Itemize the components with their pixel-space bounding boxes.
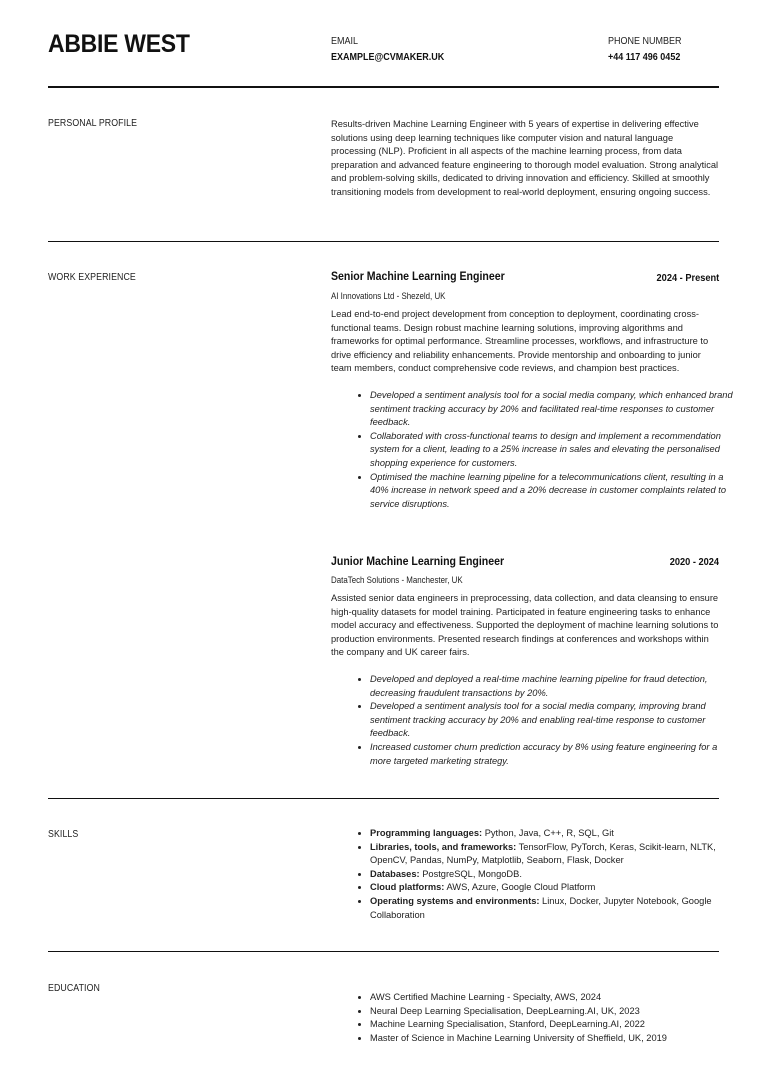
skill-value: PostgreSQL, MongoDB. xyxy=(419,868,522,879)
job-achievements xyxy=(352,673,740,768)
profile-divider xyxy=(48,241,719,242)
job-title: Junior Machine Learning Engineer xyxy=(331,554,505,568)
skill-item xyxy=(370,868,740,882)
education-item: • Neural Deep Learning Specialisation, DeepLearning.AI, UK, 2023 xyxy=(370,1005,740,1019)
job-company: DataTech Solutions - Manchester, UK xyxy=(331,575,463,585)
phone-block xyxy=(608,34,690,66)
experience-divider xyxy=(48,798,719,799)
email-value[interactable]: EXAMPLE@CVMAKER.UK xyxy=(331,52,445,63)
achievement-item: • Collaborated with cross-functional teams to design and implement a recommendation system for a client, leading to a 25% increase in sales and elevating the personalised shopping experience for customers. xyxy=(370,430,740,471)
job-achievements xyxy=(352,389,740,511)
skill-value: Python, Java, C++, R, SQL, Git xyxy=(482,828,614,838)
skill-value: AWS, Azure, Google Cloud Platform xyxy=(444,882,596,893)
experience-section-label: WORK EXPERIENCE xyxy=(48,272,136,283)
skills-section-label: SKILLS xyxy=(48,829,79,840)
skill-name: Operating systems and environments: xyxy=(370,895,540,906)
email-block xyxy=(331,34,457,66)
phone-value[interactable]: +44 117 496 0452 xyxy=(608,52,681,63)
skills-divider xyxy=(48,951,719,952)
skill-name: Databases: xyxy=(370,868,420,879)
achievement-item: • Developed and deployed a real-time machine learning pipeline for fraud detection, decreasing fraudulent transactions by 20%. xyxy=(370,673,740,700)
skill-item xyxy=(370,881,740,895)
skill-value: Linux, Docker, Jupyter Notebook, Google Collaboration xyxy=(370,895,712,920)
skill-item xyxy=(370,841,740,868)
education-item: • AWS Certified Machine Learning - Specialty, AWS, 2024 xyxy=(370,991,740,1005)
achievement-item: • Increased customer churn prediction accuracy by 8% using feature engineering for a more targeted marketing strategy. xyxy=(370,741,740,768)
phone-label: PHONE NUMBER xyxy=(608,36,682,47)
job-description: Lead end-to-end project development from conception to deployment, coordinating cross-functional teams. Design robust machine learning solutions, improving algorithms and frameworks for optimal performance. Streamline processes, workflows, and infrastructure to drive efficiency and reliability enhancements. Provide mentorship and onboarding to junior team members, conduct comprehensive code reviews, and champion best practices. xyxy=(331,309,709,374)
skill-item xyxy=(370,827,740,841)
header-divider xyxy=(48,86,719,88)
profile-section-label: PERSONAL PROFILE xyxy=(48,118,138,129)
resume-header xyxy=(48,28,719,87)
job-dates: 2020 - 2024 xyxy=(669,556,719,568)
job-title: Senior Machine Learning Engineer xyxy=(331,269,505,283)
job-company: AI Innovations Ltd - Shezeld, UK xyxy=(331,291,446,301)
skill-value: TensorFlow, PyTorch, Keras, Scikit-learn, NLTK, OpenCV, Pandas, NumPy, Matplotlib, Seaborn, Flask, Docker xyxy=(370,841,716,866)
education-item: • Machine Learning Specialisation, Stanford, DeepLearning.AI, 2022 xyxy=(370,1018,740,1032)
skill-item xyxy=(370,895,740,922)
education-item: • Master of Science in Machine Learning University of Sheffield, UK, 2019 xyxy=(370,1032,740,1046)
education-section-label: EDUCATION xyxy=(48,983,100,994)
achievement-item: • Developed a sentiment analysis tool for a social media company, improving brand sentiment tracking accuracy by 20% and enabling real-time response to customer feedback. xyxy=(370,700,740,741)
profile-text: Results-driven Machine Learning Engineer with 5 years of expertise in delivering effective solutions using deep learning techniques like computer vision and natural language processing (NLP). Proficient in all aspects of the machine learning process, from data preparation and advanced feature engineering to thorough model evaluation. Strong analytical and problem-solving skills, dedicated to driving innovation and efficiency. Skilled at smoothly transitioning models from development to real-world deployment, ensuring ongoing success. xyxy=(331,119,719,197)
achievement-item: • Optimised the machine learning pipeline for a telecommunications client, resulting in a 40% increase in network speed and a 20% decrease in customer complaints related to service disruptions. xyxy=(370,471,740,512)
job-description: Assisted senior data engineers in preprocessing, data collection, and data cleansing to ensure high-quality datasets for model training. Participated in feature engineering tasks to enhance model accuracy and effectiveness. Supported the deployment of machine learning solutions to production environments. Presented research findings at conferences and workshops within the company and UK career fairs. xyxy=(331,593,719,658)
email-label: EMAIL xyxy=(331,36,359,47)
skill-name: Programming languages: xyxy=(370,828,483,838)
job-dates: 2024 - Present xyxy=(656,272,719,284)
skill-name: Libraries, tools, and frameworks: xyxy=(370,841,517,852)
skill-name: Cloud platforms: xyxy=(370,882,445,893)
candidate-name: ABBIE WEST xyxy=(48,30,190,58)
education-list xyxy=(352,991,740,1045)
skills-list xyxy=(352,827,740,922)
achievement-item: • Developed a sentiment analysis tool for a social media company, which enhanced brand sentiment tracking accuracy by 20% and facilitated real-time responses to customer feedback. xyxy=(370,389,740,430)
